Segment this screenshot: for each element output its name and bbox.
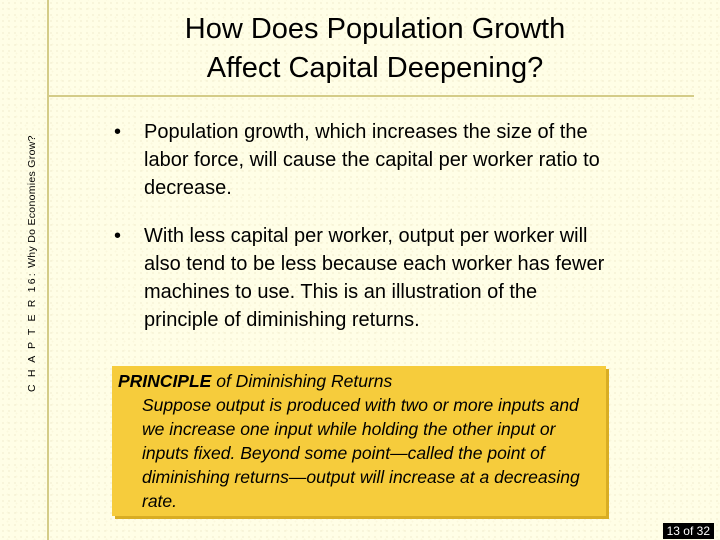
slide-title [60,10,690,88]
principle-keyword: PRINCIPLE [118,371,212,391]
slide-title-line-1: How Does Population Growth [184,13,566,45]
title-underline-rule [47,95,694,97]
principle-body: Suppose output is produced with two or more inputs and we increase one input while holding the other input or inputs fixed. Beyond some point—called the point of diminishing returns—output will increase at a decreasing rate. [142,395,580,511]
bullet-marker: • [114,121,122,143]
bullet-item [114,118,614,202]
chapter-title: Why Do Economies Grow? [26,135,38,268]
chapter-number: C H A P T E R 16: [26,271,38,392]
chapter-side-label [26,102,44,392]
principle-heading-rest: of Diminishing Returns [211,371,393,391]
bullet-text: With less capital per worker, output per worker will also tend to be less because each worker has fewer machines to use. This is an illustration of the principle of diminishing returns. [144,225,605,331]
bullet-text: Population growth, which increases the size of the labor force, will cause the capital per worker ratio to decrease. [144,121,600,199]
bullet-list [114,118,614,354]
slide-title-line-2: Affect Capital Deepening? [206,52,544,84]
principle-callout-box [112,366,606,516]
principle-heading [118,369,600,393]
bullet-marker: • [114,225,122,247]
vertical-rule [47,0,49,540]
page-indicator: 13 of 32 [663,523,714,539]
bullet-item [114,222,614,334]
